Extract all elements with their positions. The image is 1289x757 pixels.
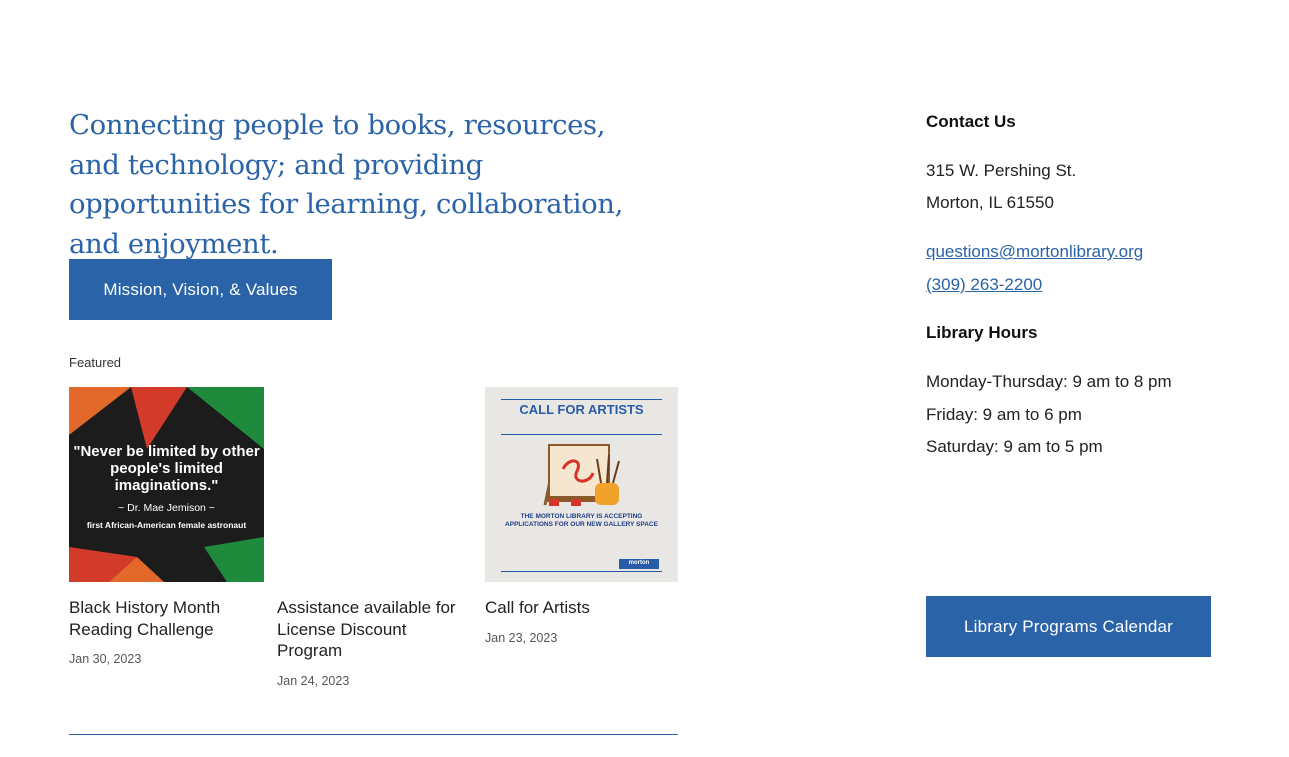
section-divider — [69, 734, 678, 735]
card-title-license-discount[interactable]: Assistance available for License Discount Program — [277, 598, 456, 660]
morton-logo: morton — [628, 560, 650, 566]
quote-text: "Never be limited by other people's limited imaginations." — [73, 443, 260, 494]
library-programs-calendar-button[interactable]: Library Programs Calendar — [926, 596, 1211, 657]
hours-heading: Library Hours — [926, 323, 1038, 342]
card-title-call-for-artists[interactable]: Call for Artists — [485, 598, 590, 617]
tagline: Connecting people to books, resources, and technology; and providing opportunities for learning, collaboration, and enjoyment. — [69, 109, 623, 260]
address-line-1: 315 W. Pershing St. — [926, 161, 1077, 180]
card-date-call-for-artists: Jan 23, 2023 — [485, 631, 558, 645]
quote-attribution: ~ Dr. Mae Jemison ~ — [118, 502, 215, 514]
hours-line-friday: Friday: 9 am to 6 pm — [926, 405, 1082, 424]
contact-heading: Contact Us — [926, 112, 1016, 131]
address-line-2: Morton, IL 61550 — [926, 193, 1054, 212]
hours-line-saturday: Saturday: 9 am to 5 pm — [926, 437, 1103, 456]
email-link[interactable]: questions@mortonlibrary.org — [926, 242, 1144, 261]
poster-heading: CALL FOR ARTISTS — [519, 402, 644, 417]
hours-line-weekdays: Monday-Thursday: 9 am to 8 pm — [926, 372, 1172, 391]
card-date-license-discount: Jan 24, 2023 — [277, 674, 350, 688]
card-title-black-history[interactable]: Black History Month Reading Challenge — [69, 598, 221, 639]
featured-label: Featured — [69, 355, 122, 370]
mission-vision-values-button[interactable]: Mission, Vision, & Values — [69, 259, 332, 320]
black-history-month-image[interactable] — [69, 387, 264, 582]
quote-caption: first African-American female astronaut — [86, 520, 247, 530]
card-date-black-history: Jan 30, 2023 — [69, 652, 142, 666]
phone-link[interactable]: (309) 263-2200 — [926, 275, 1043, 294]
poster-subheading: THE MORTON LIBRARY IS ACCEPTING APPLICATIONS FOR OUR NEW GALLERY SPACE — [505, 513, 658, 528]
call-for-artists-image[interactable] — [485, 387, 678, 582]
